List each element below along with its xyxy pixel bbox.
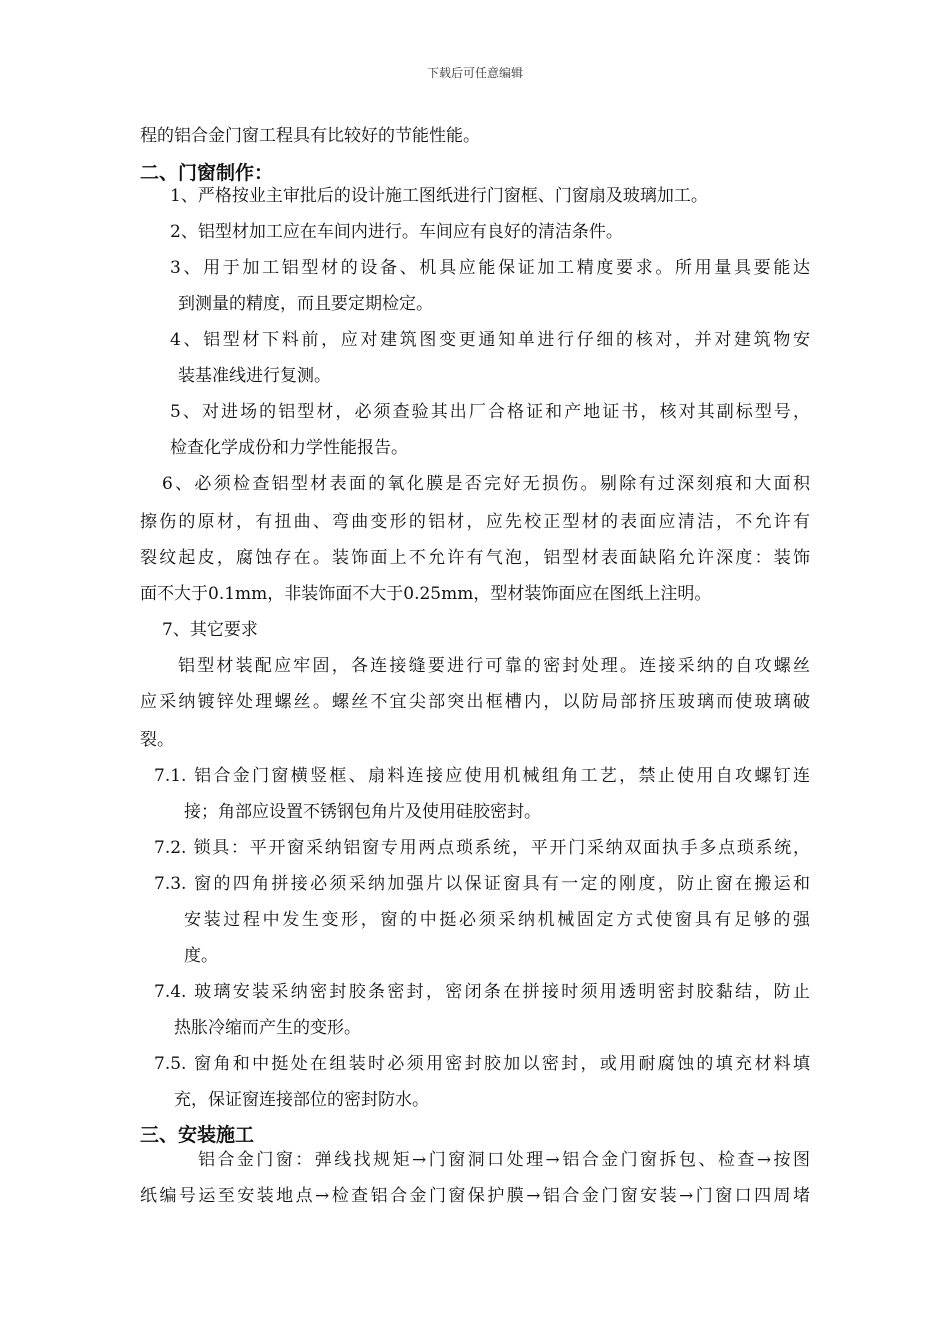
section-heading-2: 二、门窗制作： <box>140 162 274 184</box>
list-item-6-line-1: 6、必须检查铝型材表面的氧化膜是否完好无损伤。剔除有过深刻痕和大面积 <box>162 474 810 494</box>
list-item-1: 1、严格按业主审批后的设计施工图纸进行门窗框、门窗扇及玻璃加工。 <box>170 186 708 206</box>
list-item-6-line-3: 裂纹起皮，腐蚀存在。装饰面上不允许有气泡，铝型材表面缺陷允许深度：装饰 <box>140 548 810 568</box>
list-item-7: 7、其它要求 <box>162 620 258 640</box>
list-item-6-line-4: 面不大于0.1mm，非装饰面不大于0.25mm，型材装饰面应在图纸上注明。 <box>140 584 712 604</box>
section-heading-3: 三、安装施工 <box>140 1124 255 1146</box>
subitem-7-5-line-2: 充，保证窗连接部位的密封防水。 <box>174 1090 429 1110</box>
paragraph-7-line-1: 铝型材装配应牢固，各连接缝要进行可靠的密封处理。连接采纳的自攻螺丝 <box>178 656 810 676</box>
list-item-3-line-2: 到测量的精度，而且要定期检定。 <box>178 294 433 314</box>
subitem-7-3-line-2: 安装过程中发生变形，窗的中挺必须采纳机械固定方式使窗具有足够的强 <box>184 910 810 930</box>
paragraph-8-line-2: 纸编号运至安装地点→检查铝合金门窗保护膜→铝合金门窗安装→门窗口四周堵 <box>140 1186 810 1206</box>
subitem-7-3-line-3: 度。 <box>184 946 218 966</box>
paragraph-8-line-1: 铝合金门窗：弹线找规矩→门窗洞口处理→铝合金门窗拆包、检查→按图 <box>198 1150 810 1170</box>
paragraph-7-line-2: 应采纳镀锌处理螺丝。螺丝不宜尖部突出框槽内，以防局部挤压玻璃而使玻璃破 <box>140 692 810 712</box>
subitem-7-2: 7.2. 锁具：平开窗采纳铝窗专用两点琐系统，平开门采纳双面执手多点琐系统， <box>154 838 810 858</box>
subitem-7-4-line-2: 热胀冷缩而产生的变形。 <box>174 1018 361 1038</box>
list-item-4-line-2: 装基准线进行复测。 <box>178 366 331 386</box>
list-item-4-line-1: 4、铝型材下料前，应对建筑图变更通知单进行仔细的核对，并对建筑物安 <box>170 330 810 350</box>
subitem-7-1-line-2: 接；角部应设置不锈钢包角片及使用硅胶密封。 <box>184 802 541 822</box>
list-item-5-line-1: 5、对进场的铝型材，必须查验其出厂合格证和产地证书，核对其副标型号， <box>170 402 810 422</box>
subitem-7-5-line-1: 7.5. 窗角和中挺处在组装时必须用密封胶加以密封，或用耐腐蚀的填充材料填 <box>154 1054 810 1074</box>
page-header: 下载后可任意编辑 <box>426 66 523 80</box>
paragraph-line: 程的铝合金门窗工程具有比较好的节能性能。 <box>140 126 480 146</box>
subitem-7-1-line-1: 7.1. 铝合金门窗横竖框、扇料连接应使用机械组角工艺，禁止使用自攻螺钉连 <box>154 766 810 786</box>
list-item-2: 2、铝型材加工应在车间内进行。车间应有良好的清洁条件。 <box>170 222 623 242</box>
paragraph-7-line-3: 裂。 <box>140 730 174 750</box>
list-item-5-line-2: 检查化学成份和力学性能报告。 <box>170 438 408 458</box>
list-item-6-line-2: 擦伤的原材，有扭曲、弯曲变形的铝材，应先校正型材的表面应清洁，不允许有 <box>140 512 810 532</box>
subitem-7-3-line-1: 7.3. 窗的四角拼接必须采纳加强片以保证窗具有一定的刚度，防止窗在搬运和 <box>154 874 810 894</box>
list-item-3-line-1: 3、用于加工铝型材的设备、机具应能保证加工精度要求。所用量具要能达 <box>170 258 810 278</box>
subitem-7-4-line-1: 7.4. 玻璃安装采纳密封胶条密封，密闭条在拼接时须用透明密封胶黏结，防止 <box>154 982 810 1002</box>
